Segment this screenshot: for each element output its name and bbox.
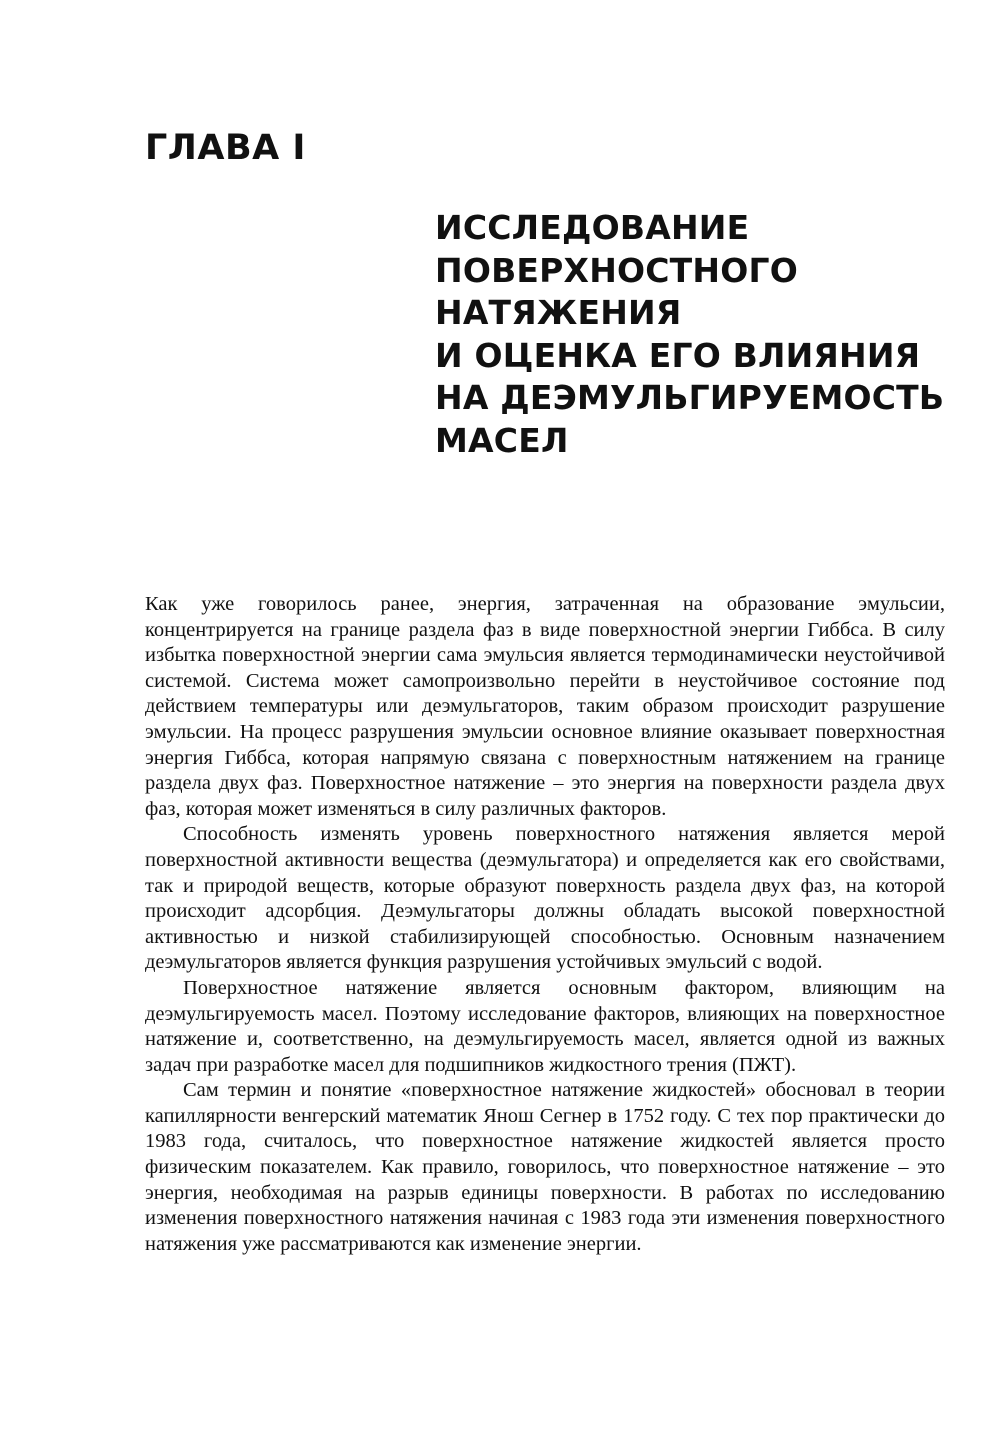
chapter-title-line: И ОЦЕНКА ЕГО ВЛИЯНИЯ xyxy=(435,335,921,375)
chapter-label: ГЛАВА I xyxy=(145,128,306,168)
chapter-title-line: ПОВЕРХНОСТНОГО xyxy=(435,250,798,290)
chapter-title xyxy=(435,207,975,462)
paragraph-4: Сам термин и понятие «поверхностное натяжение жидкостей» обосновал в теории капиллярности венгерский математик Янош Сегнер в 1752 году. С тех пор практически до 1983 года, считалось, что поверхностное натяжение жидкостей является просто физическим показателем. Как правило, говорилось, что поверхностное натяжение – это энергия, необходимая на разрыв единицы поверхности. В работах по исследованию изменения поверхностного натяжения начиная с 1983 года эти изменения поверхностного натяжения уже рассматриваются как изменение энергии. xyxy=(145,1079,945,1255)
paragraph-3: Поверхностное натяжение является основным фактором, влияющим на деэмульгируемость масел. Поэтому исследование факторов, влияющих на поверхностное натяжение и, соответственно, на деэмульгируемость масел, является одной из важных задач при разработке масел для подшипников жидкостного трения (ПЖТ). xyxy=(145,976,945,1076)
chapter-title-line: НА ДЕЭМУЛЬГИРУЕМОСТЬ xyxy=(435,378,945,417)
paragraph-1: Как уже говорилось ранее, энергия, затраченная на образование эмульсии, концентрируется на границе раздела фаз в виде поверхностной энергии Гиббса. В силу избытка поверхностной энергии сама эмульсия является термодинамически неустойчивой системой. Система может самопроизвольно перейти в неустойчивое состояние под действием температуры или деэмульгаторов, таким образом происходит разрушение эмульсии. На процесс разрушения эмульсии основное влияние оказывает поверхностная энергия Гиббса, которая напрямую связана с поверхностным натяжением на границе раздела двух фаз. Поверхностное натяжение – это энергия на поверхности раздела двух фаз, которая может изменяться в силу различных факторов. xyxy=(145,593,945,820)
chapter-title-line: МАСЕЛ xyxy=(435,420,569,460)
body-text xyxy=(145,592,945,1257)
paragraph-2: Способность изменять уровень поверхностного натяжения является мерой поверхностной активности вещества (деэмульгатора) и определяется как его свойствами, так и природой веществ, которые образуют поверхность раздела двух фаз, на которой происходит адсорбция. Деэмульгаторы должны обладать высокой поверхностной активностью и низкой стабилизирующей способностью. Основным назначением деэмульгаторов является функция разрушения устойчивых эмульсий с водой. xyxy=(145,823,945,974)
chapter-title-line: НАТЯЖЕНИЯ xyxy=(435,293,682,332)
chapter-title-line: ИССЛЕДОВАНИЕ xyxy=(435,208,750,247)
